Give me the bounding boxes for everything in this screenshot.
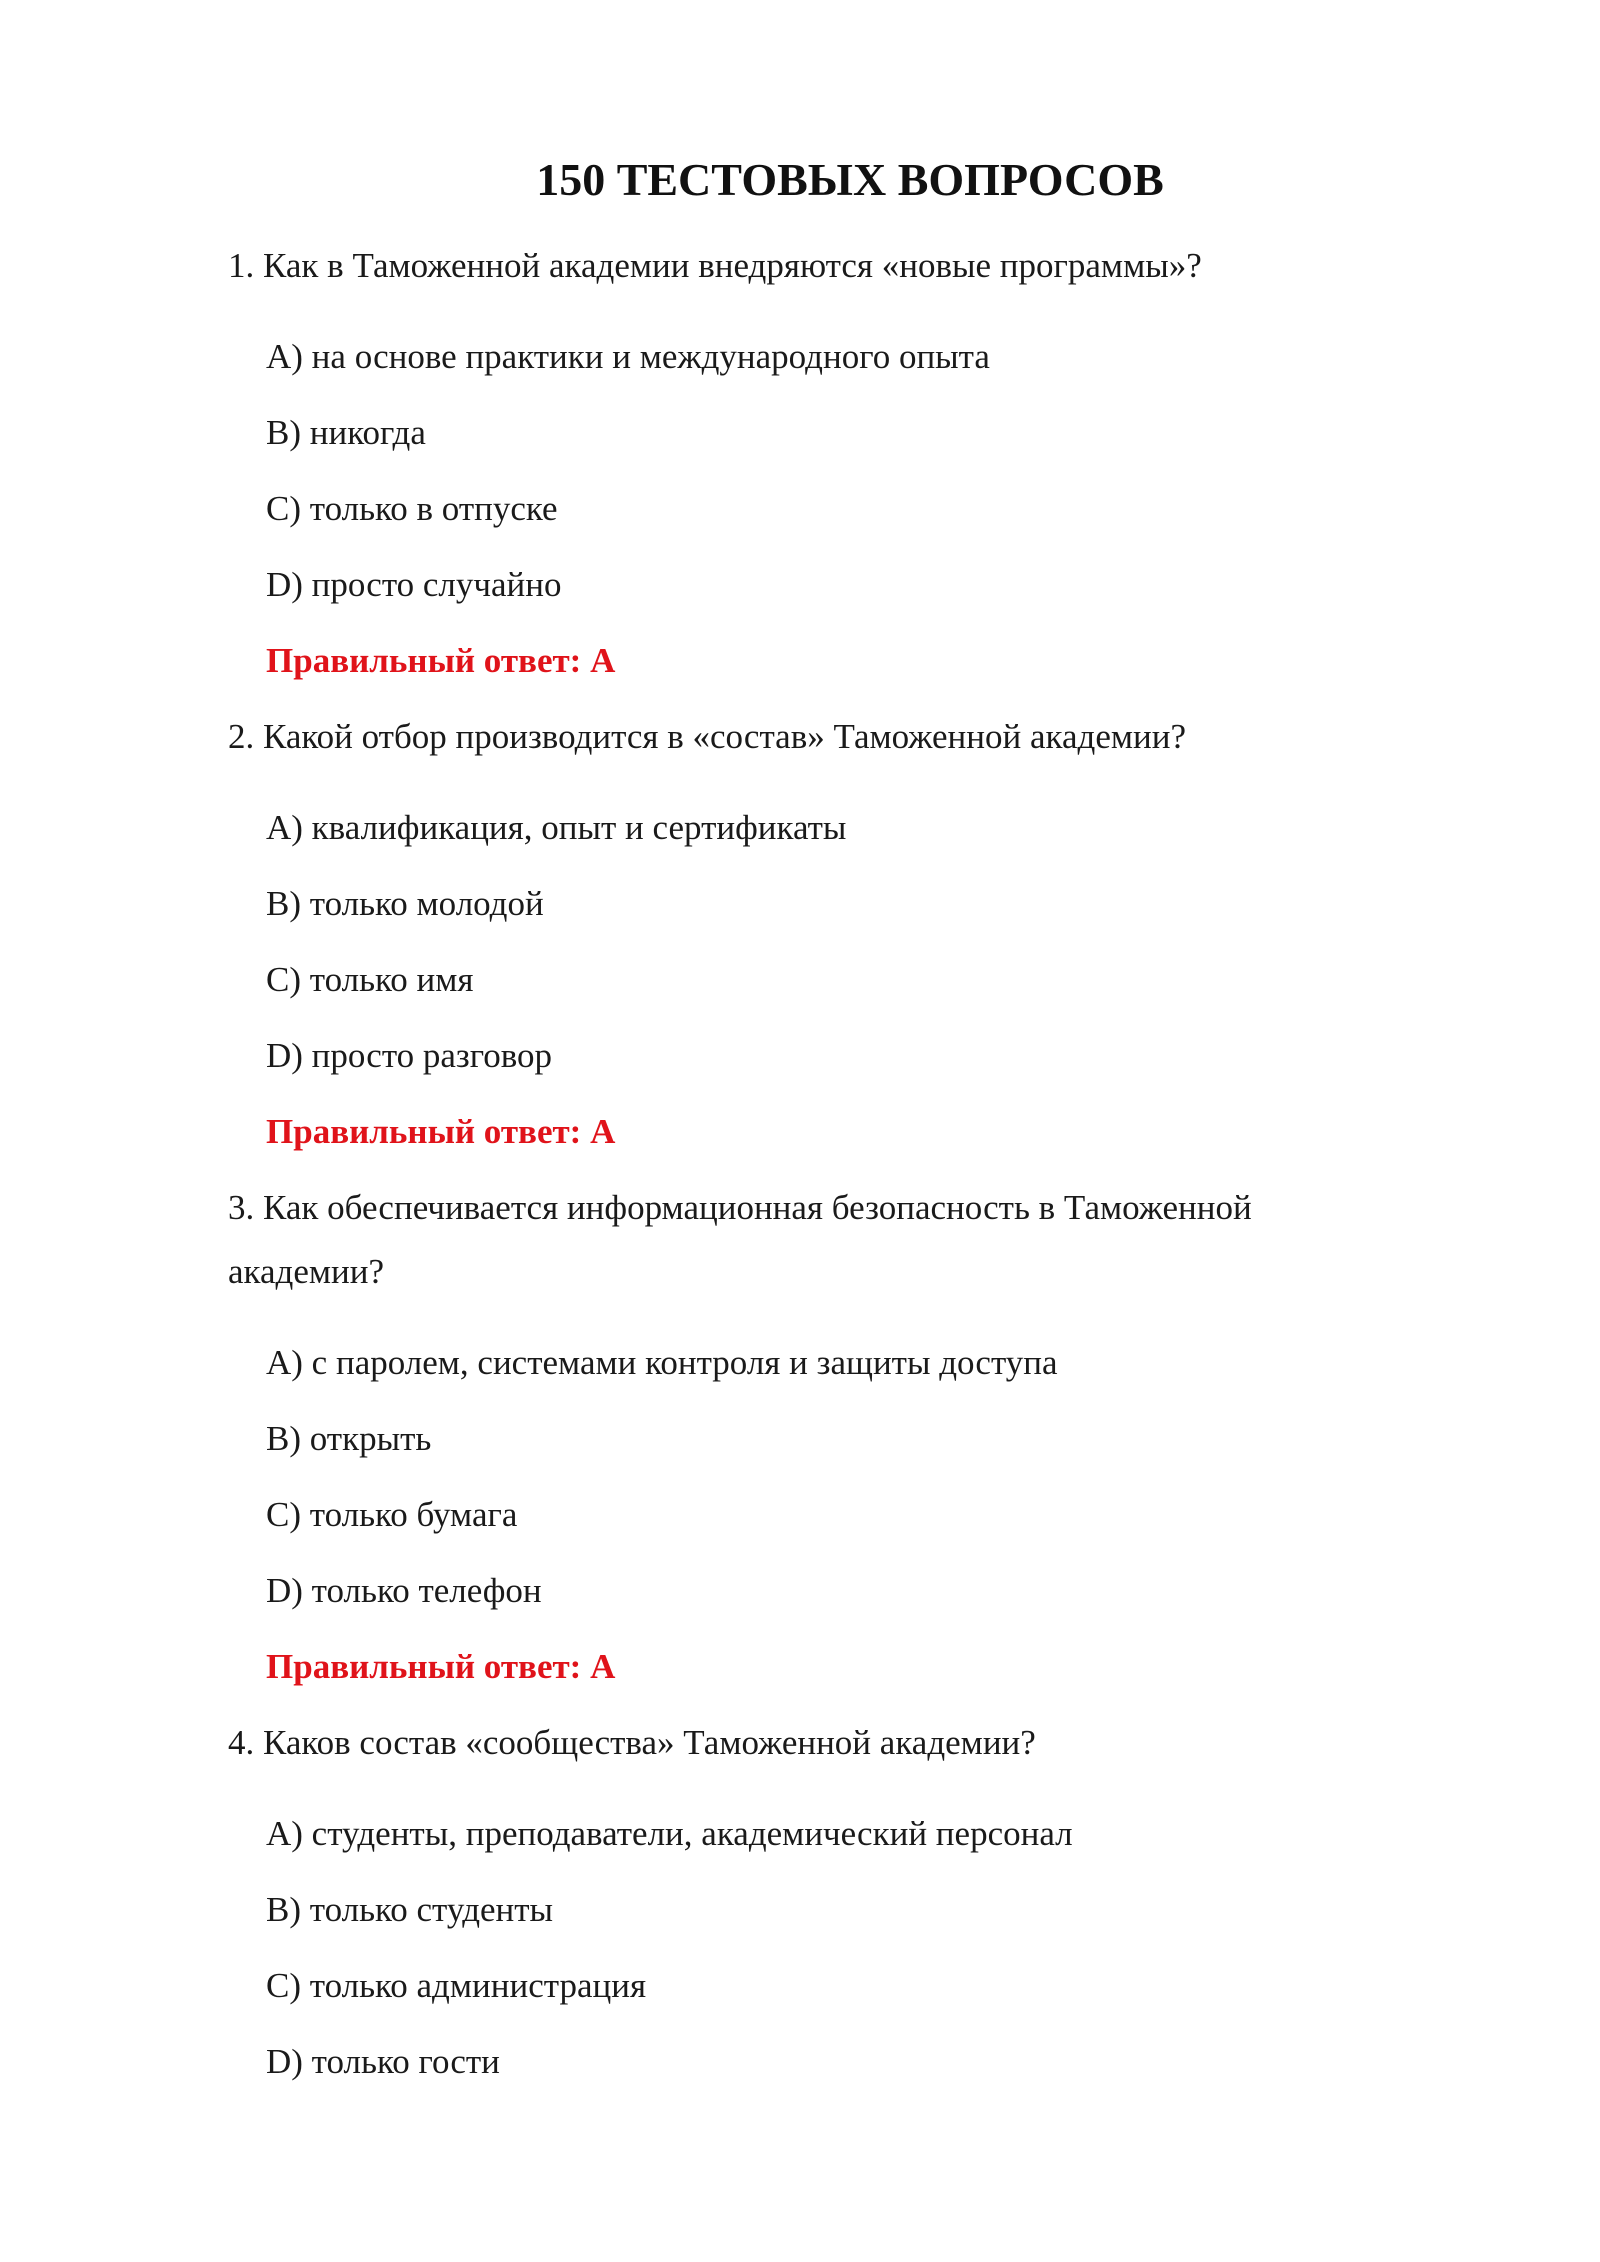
question-4-option-b: B) только студенты [266,1890,554,1929]
question-4-option-d: D) только гости [266,2042,500,2081]
question-1-text: 1. Как в Таможенной академии внедряются «новые программы»? [228,246,1202,285]
question-4-option-c: C) только администрация [266,1966,647,2005]
question-1-option-b: B) никогда [266,413,426,452]
question-2-option-b: B) только молодой [266,884,544,923]
question-2-answer: Правильный ответ: A [266,1112,616,1151]
question-3-option-a: A) с паролем, системами контроля и защиты доступа [266,1343,1058,1382]
question-1-option-a: A) на основе практики и международного опыта [266,337,990,376]
question-2-option-d: D) просто разговор [266,1036,553,1075]
question-2-option-a: A) квалификация, опыт и сертификаты [266,808,847,847]
question-1-answer: Правильный ответ: A [266,641,616,680]
question-2-option-c: C) только имя [266,960,474,999]
question-3-option-c: C) только бумага [266,1495,518,1534]
question-3-answer: Правильный ответ: A [266,1647,616,1686]
question-1-option-c: C) только в отпуске [266,489,558,528]
question-4-text: 4. Каков состав «сообщества» Таможенной академии? [228,1723,1036,1762]
question-4-option-a: A) студенты, преподаватели, академический персонал [266,1814,1073,1853]
question-3-option-b: B) открыть [266,1419,432,1458]
question-3-text-line-2: академии? [228,1252,385,1291]
question-3-option-d: D) только телефон [266,1571,542,1610]
document-title: 150 ТЕСТОВЫХ ВОПРОСОВ [536,154,1164,205]
question-2-text: 2. Какой отбор производится в «состав» Таможенной академии? [228,717,1187,756]
question-1-option-d: D) просто случайно [266,565,562,604]
question-3-text-line-1: 3. Как обеспечивается информационная безопасность в Таможенной [228,1188,1252,1227]
